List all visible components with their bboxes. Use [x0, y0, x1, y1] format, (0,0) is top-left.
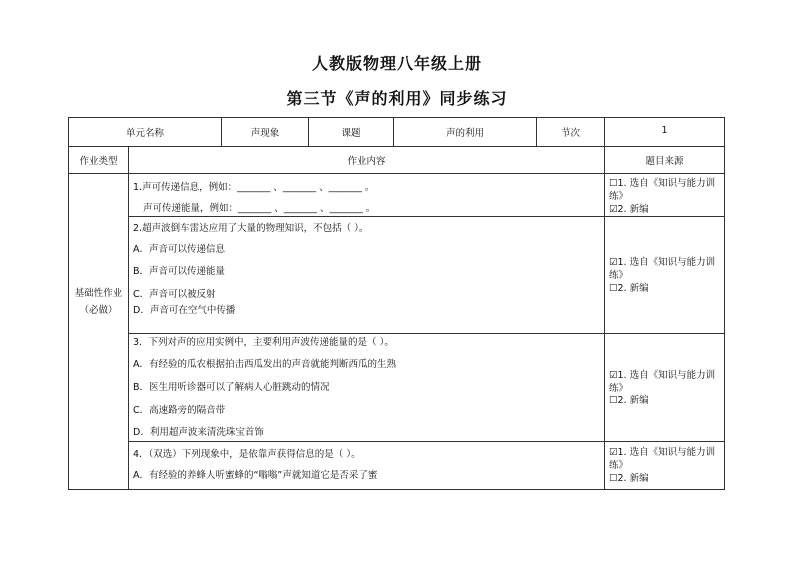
column-header-source: 题目来源 — [645, 156, 684, 167]
column-header-content: 作业内容 — [347, 156, 386, 167]
column-header-type: 作业类型 — [79, 156, 118, 167]
question-1-source-option-2: ☑2. 新编 — [609, 204, 649, 215]
category-required: （必做） — [79, 305, 118, 316]
table-border-right — [724, 117, 725, 490]
question-2-source-option-2: ☐2. 新编 — [609, 283, 649, 294]
question-2-stem: 2.超声波倒车雷达应用了大量的物理知识，不包括（ ）。 — [133, 223, 369, 234]
table-border-bottom — [68, 489, 725, 490]
section-label: 节次 — [560, 128, 580, 139]
question-3-source-option-1: ☑1. 选自《知识与能力训练》 — [609, 370, 716, 394]
question-2-option-b: B．声音可以传递能量 — [133, 266, 226, 277]
question-3-stem: 3．下列对声的应用实例中，主要利用声波传递能量的是（ ）。 — [133, 337, 394, 348]
question-2-option-c: C．声音可以被反射 — [133, 289, 216, 300]
question-3-option-b: B．医生用听诊器可以了解病人心脏跳动的情况 — [133, 382, 330, 393]
table-rule-vertical — [604, 117, 605, 490]
question-3-option-d: D．利用超声波来清洗珠宝首饰 — [133, 427, 264, 438]
unit-name-label: 单元名称 — [125, 128, 164, 139]
lesson-value: 声的利用 — [445, 128, 484, 139]
table-rule — [68, 173, 725, 174]
question-2-option-d: D．声音可在空气中传播 — [133, 305, 236, 316]
question-1-line-1: 1.声可传递信息，例如：_______ 、_______ 、_______ 。 — [133, 182, 375, 193]
question-1-source-option-1: ☐1. 选自《知识与能力训练》 — [609, 178, 716, 202]
unit-name-value: 声现象 — [250, 128, 280, 139]
question-3-option-c: C．高速路旁的隔音带 — [133, 405, 226, 416]
document-subtitle: 第三节《声的利用》同步练习 — [286, 89, 508, 108]
table-rule-vertical — [128, 146, 129, 490]
question-3-option-a: A．有经验的瓜农根据拍击西瓜发出的声音就能判断西瓜的生熟 — [133, 359, 396, 370]
table-border-top — [68, 117, 725, 118]
table-rule — [128, 441, 725, 442]
question-4-source-option-2: ☐2. 新编 — [609, 473, 649, 484]
table-rule — [128, 216, 725, 217]
table-rule — [68, 146, 725, 147]
question-4-option-a: A．有经验的养蜂人听蜜蜂的“嗡嗡”声就知道它是否采了蜜 — [133, 470, 378, 481]
question-2-option-a: A．声音可以传递信息 — [133, 244, 225, 255]
question-1-line-2: 声可传递能量，例如：_______ 、_______ 、_______ 。 — [143, 203, 376, 214]
question-4-source-option-1: ☑1. 选自《知识与能力训练》 — [609, 447, 716, 471]
question-3-source-option-2: ☐2. 新编 — [609, 395, 649, 406]
section-value: 1 — [661, 125, 668, 136]
document-title: 人教版物理八年级上册 — [311, 54, 482, 73]
question-4-stem: 4．（双选）下列现象中，是依靠声获得信息的是（ ）。 — [133, 449, 361, 460]
question-2-source-option-1: ☑1. 选自《知识与能力训练》 — [609, 257, 716, 281]
category-label: 基础性作业 — [74, 288, 123, 299]
lesson-label: 课题 — [341, 128, 361, 139]
